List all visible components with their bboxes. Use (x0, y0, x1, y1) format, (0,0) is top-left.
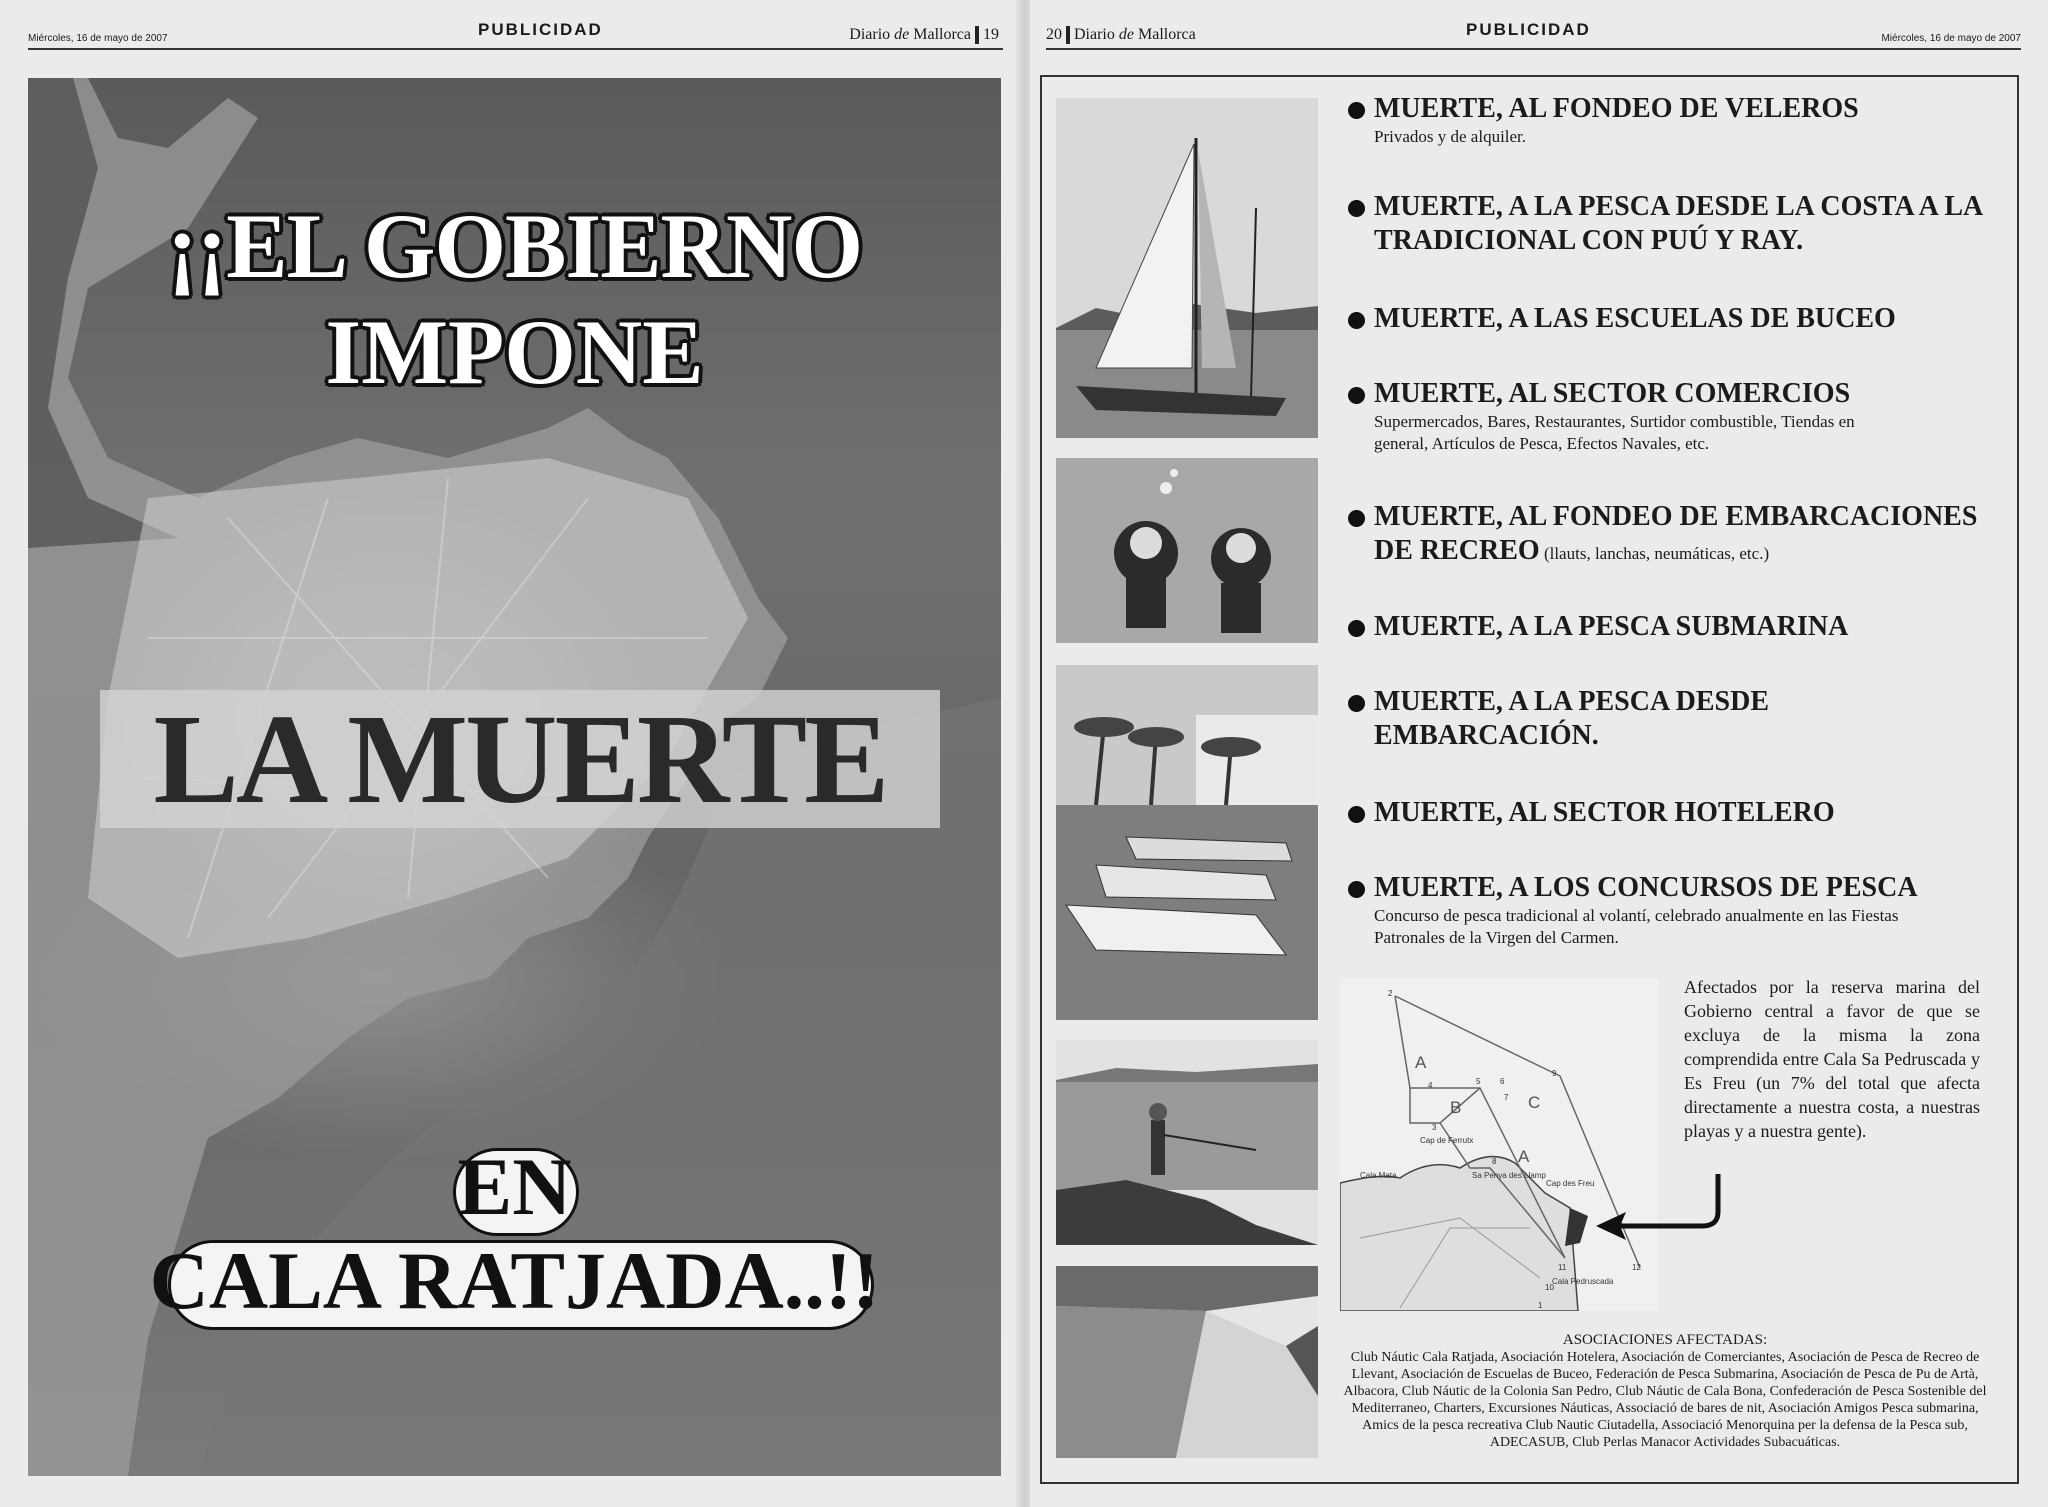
svg-text:8: 8 (1492, 1157, 1497, 1166)
advert-headline: LA MUERTE (153, 688, 887, 830)
effect-title: MUERTE, A LA PESCA SUBMARINA (1348, 610, 2013, 644)
header-date: Miércoles, 16 de mayo de 2007 (28, 33, 168, 44)
svg-text:5: 5 (1476, 1077, 1481, 1086)
svg-text:Sa Penya des Llamp: Sa Penya des Llamp (1472, 1171, 1546, 1180)
shore-fisherman-photo (1056, 1040, 1318, 1245)
effect-title: MUERTE, A LOS CONCURSOS DE PESCA (1348, 871, 2013, 905)
fisherman-image (1056, 1040, 1318, 1245)
header-date: Miércoles, 16 de mayo de 2007 (1881, 33, 2021, 44)
affected-paragraph: Afectados por la reserva marina del Gobierno central a favor de que se excluya de la misma la zona comprendida entre Cala Sa Pedruscada y Es Freu (un 7% del total que afecta directamente a nuestra costa, a nuestras playas y a nuestra gente). (1684, 977, 1980, 1141)
header-publication: 20 Diario de Mallorca (1046, 26, 1196, 43)
effect-title: MUERTE, A LA PESCA DESDE LA COSTA A LA TRADICIONAL CON PUÚ Y RAY. (1348, 190, 2013, 258)
effect-title: MUERTE, AL FONDEO DE VELEROS (1348, 92, 2013, 126)
beach-image (1056, 1266, 1318, 1458)
effect-item-5 (1348, 500, 2013, 568)
associations-list: Club Náutic Cala Ratjada, Asociación Hotelera, Asociación de Comerciantes, Asociación de Pesca de Recreo de Llevant, Asociación de Escuelas de Buceo, Federación de Pesca Submarina, Asociación de Pesca de Pu de Artà, Albacora, Club Náutic de la Colonia San Pedro, Club Náutic de Cala Bona, Confederación de Pesca Sostenible del Mediterraneo, Charters, Excursiones Náuticas, Associació de bares de nit, Asociación Amigos Pesca submarina, Amics de la pesca recreativa Club Nautic Ciutadella, Associació Menorquina per la defensa de la Pesca sub, ADECASUB, Club Perlas Manacor Actividades Subacuáticas. (1343, 1350, 1987, 1450)
divers-image (1056, 458, 1318, 643)
effect-item-4 (1348, 377, 2013, 455)
associations-title: ASOCIACIONES AFECTADAS: (1562, 1332, 1768, 1348)
effect-item-3 (1348, 302, 2013, 336)
harbour-image (1056, 665, 1318, 1020)
left-page-header (28, 14, 1003, 50)
right-page-header (1046, 14, 2021, 50)
sailboat-photo (1056, 98, 1318, 438)
effect-item-8 (1348, 796, 2013, 830)
divers-photo (1056, 458, 1318, 643)
effect-item-1 (1348, 92, 2013, 148)
effect-item-2 (1348, 190, 2013, 258)
advert-line-3: EN (457, 1141, 572, 1232)
svg-text:9: 9 (1552, 1069, 1557, 1078)
header-section: PUBLICIDAD (1466, 20, 1591, 39)
zone-label: C (1528, 1093, 1541, 1112)
svg-text:3: 3 (1432, 1123, 1437, 1132)
harbour-photo (1056, 665, 1318, 1020)
effect-item-9 (1348, 871, 2013, 949)
zone-label: A (1415, 1053, 1427, 1072)
effect-subtitle: Supermercados, Bares, Restaurantes, Surtidor combustible, Tiendas en general, Artículos de Pesca, Efectos Navales, etc. (1374, 412, 1855, 453)
header-section: PUBLICIDAD (478, 20, 603, 39)
effect-item-6 (1348, 610, 2013, 644)
svg-text:11: 11 (1558, 1263, 1567, 1272)
advert-line-4: CALA RATJADA..!! (149, 1235, 880, 1326)
svg-text:4: 4 (1428, 1081, 1433, 1090)
zone-label: B (1450, 1098, 1462, 1117)
effect-item-7 (1348, 685, 1828, 753)
page-number: 19 (975, 26, 999, 44)
arrow-icon (1590, 1170, 1730, 1250)
effect-title: MUERTE, A LA PESCA DESDE EMBARCACIÓN. (1348, 685, 1828, 753)
effect-title: MUERTE, AL SECTOR COMERCIOS (1348, 377, 2013, 411)
effect-subtitle: Concurso de pesca tradicional al volantí, celebrado anualmente en las Fiestas Patronales de la Virgen del Carmen. (1374, 906, 1899, 947)
effect-title: MUERTE, AL SECTOR HOTELERO (1348, 796, 2013, 830)
sailboat-image (1056, 98, 1318, 438)
effect-subtitle: Privados y de alquiler. (1374, 127, 1527, 146)
beach-photo (1056, 1266, 1318, 1458)
advert-aerial-photo (28, 78, 1001, 1476)
effect-title: MUERTE, AL FONDEO DE EMBARCACIONES DE RECREO (llauts, lanchas, neumáticas, etc.) (1348, 500, 2013, 568)
advert-line-1: ¡¡EL GOBIERNO (166, 195, 862, 297)
marine-reserve-map (1340, 978, 1658, 1311)
svg-text:Cala Pedruscada: Cala Pedruscada (1552, 1277, 1614, 1286)
reserve-map-drawing (1340, 978, 1658, 1311)
zone-label: A (1518, 1147, 1530, 1166)
advert-line-2: IMPONE (325, 301, 704, 403)
header-publication: Diario de Mallorca 19 (849, 26, 999, 43)
associations-block (1340, 1332, 1990, 1451)
effect-title: MUERTE, A LAS ESCUELAS DE BUCEO (1348, 302, 2013, 336)
svg-text:2: 2 (1388, 989, 1393, 998)
svg-text:12: 12 (1632, 1263, 1641, 1272)
svg-text:Cap de Ferrutx: Cap de Ferrutx (1420, 1136, 1474, 1145)
svg-text:Cap des Freu: Cap des Freu (1546, 1179, 1595, 1188)
svg-text:10: 10 (1545, 1283, 1554, 1292)
svg-text:1: 1 (1538, 1301, 1543, 1310)
svg-text:6: 6 (1500, 1077, 1505, 1086)
page-number: 20 (1046, 26, 1070, 44)
svg-text:7: 7 (1504, 1093, 1509, 1102)
svg-text:Cala Mata: Cala Mata (1360, 1171, 1397, 1180)
